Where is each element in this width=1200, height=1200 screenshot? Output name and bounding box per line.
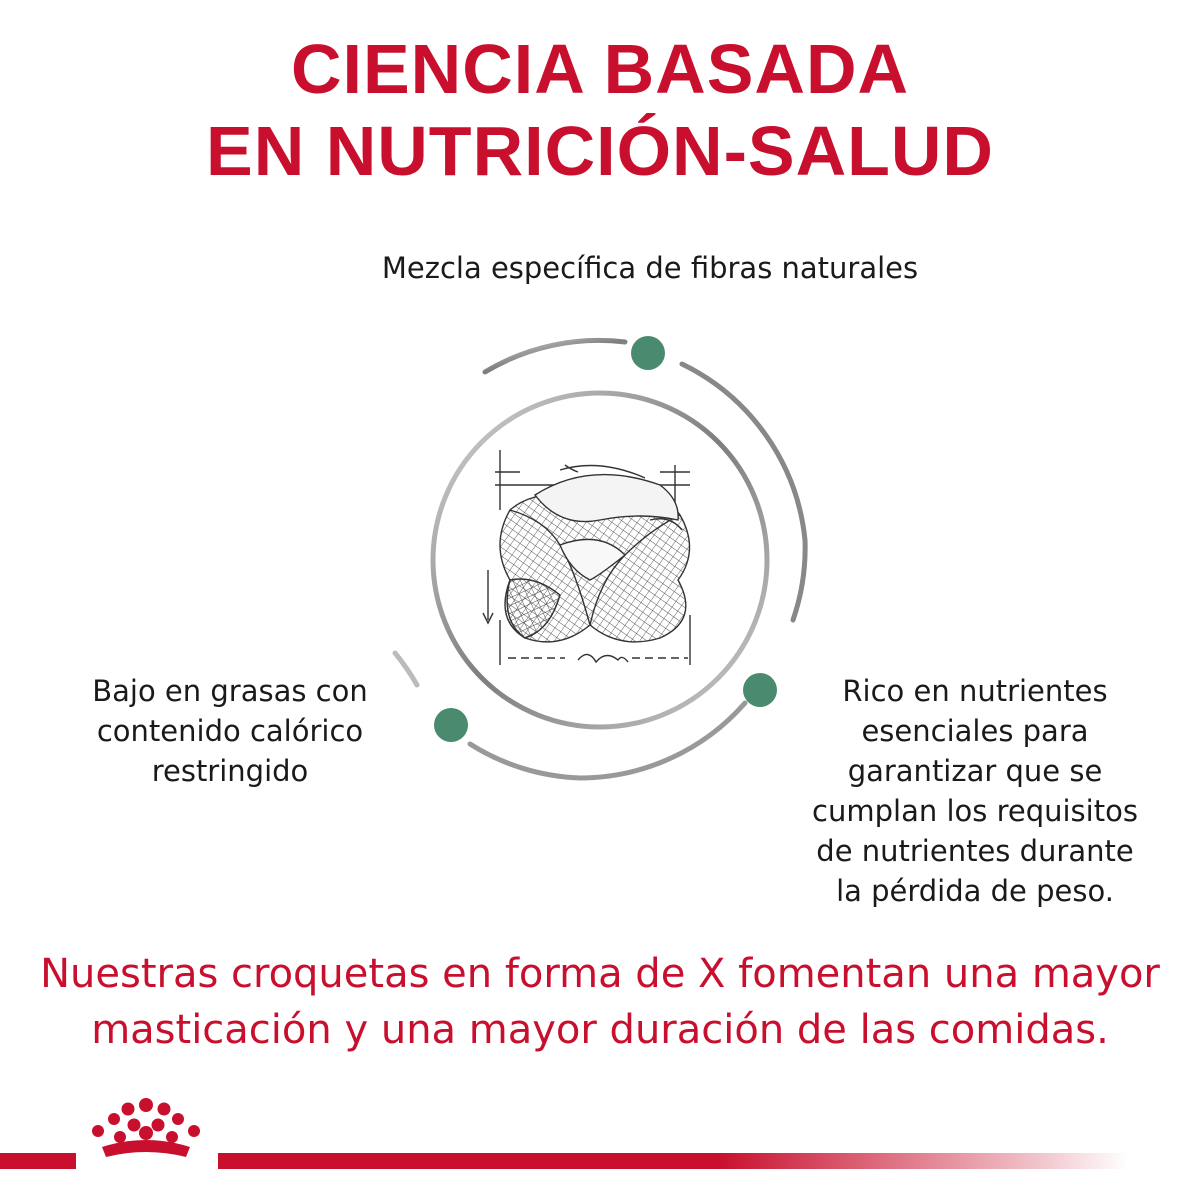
bottom-tagline-line-1: Nuestras croquetas en forma de X fomentan una mayor — [40, 951, 1160, 997]
royal-canin-crown-logo — [82, 1095, 210, 1167]
feature-left-line: Bajo en grasas con — [92, 674, 368, 708]
outer-arc-right — [682, 364, 805, 620]
feature-right-line: cumplan los requisitos — [812, 794, 1138, 828]
outer-arc-left — [395, 653, 417, 685]
feature-right-line: garantizar que se — [847, 754, 1103, 788]
feature-left-line: contenido calórico — [96, 714, 364, 748]
feature-top-text: Mezcla específica de fibras naturales — [381, 251, 919, 285]
footer-bar-right — [218, 1153, 1128, 1169]
feature-right-line: Rico en nutrientes — [842, 674, 1108, 708]
feature-right-line: de nutrientes durante — [816, 834, 1134, 868]
outer-arc-top — [485, 340, 625, 372]
dot-top — [631, 336, 665, 370]
kibble-diagram — [360, 320, 840, 800]
diagram-svg — [360, 320, 840, 800]
dot-left — [434, 708, 468, 742]
dot-right — [743, 673, 777, 707]
feature-right-line: esenciales para — [861, 714, 1089, 748]
feature-left-line: restringido — [151, 754, 309, 788]
footer-bar-left — [0, 1153, 76, 1169]
feature-left — [60, 671, 400, 791]
feature-right-line: la pérdida de peso. — [836, 874, 1114, 908]
feature-top — [250, 248, 1050, 288]
page-title — [0, 28, 1200, 192]
bottom-tagline — [0, 946, 1200, 1058]
title-line-2: EN NUTRICIÓN-SALUD — [206, 112, 994, 190]
outer-arc-bottom — [470, 703, 745, 778]
x-shaped-kibble-sketch-icon — [483, 450, 690, 665]
bottom-tagline-line-2: masticación y una mayor duración de las comidas. — [91, 1007, 1109, 1053]
title-line-1: CIENCIA BASADA — [290, 30, 910, 108]
